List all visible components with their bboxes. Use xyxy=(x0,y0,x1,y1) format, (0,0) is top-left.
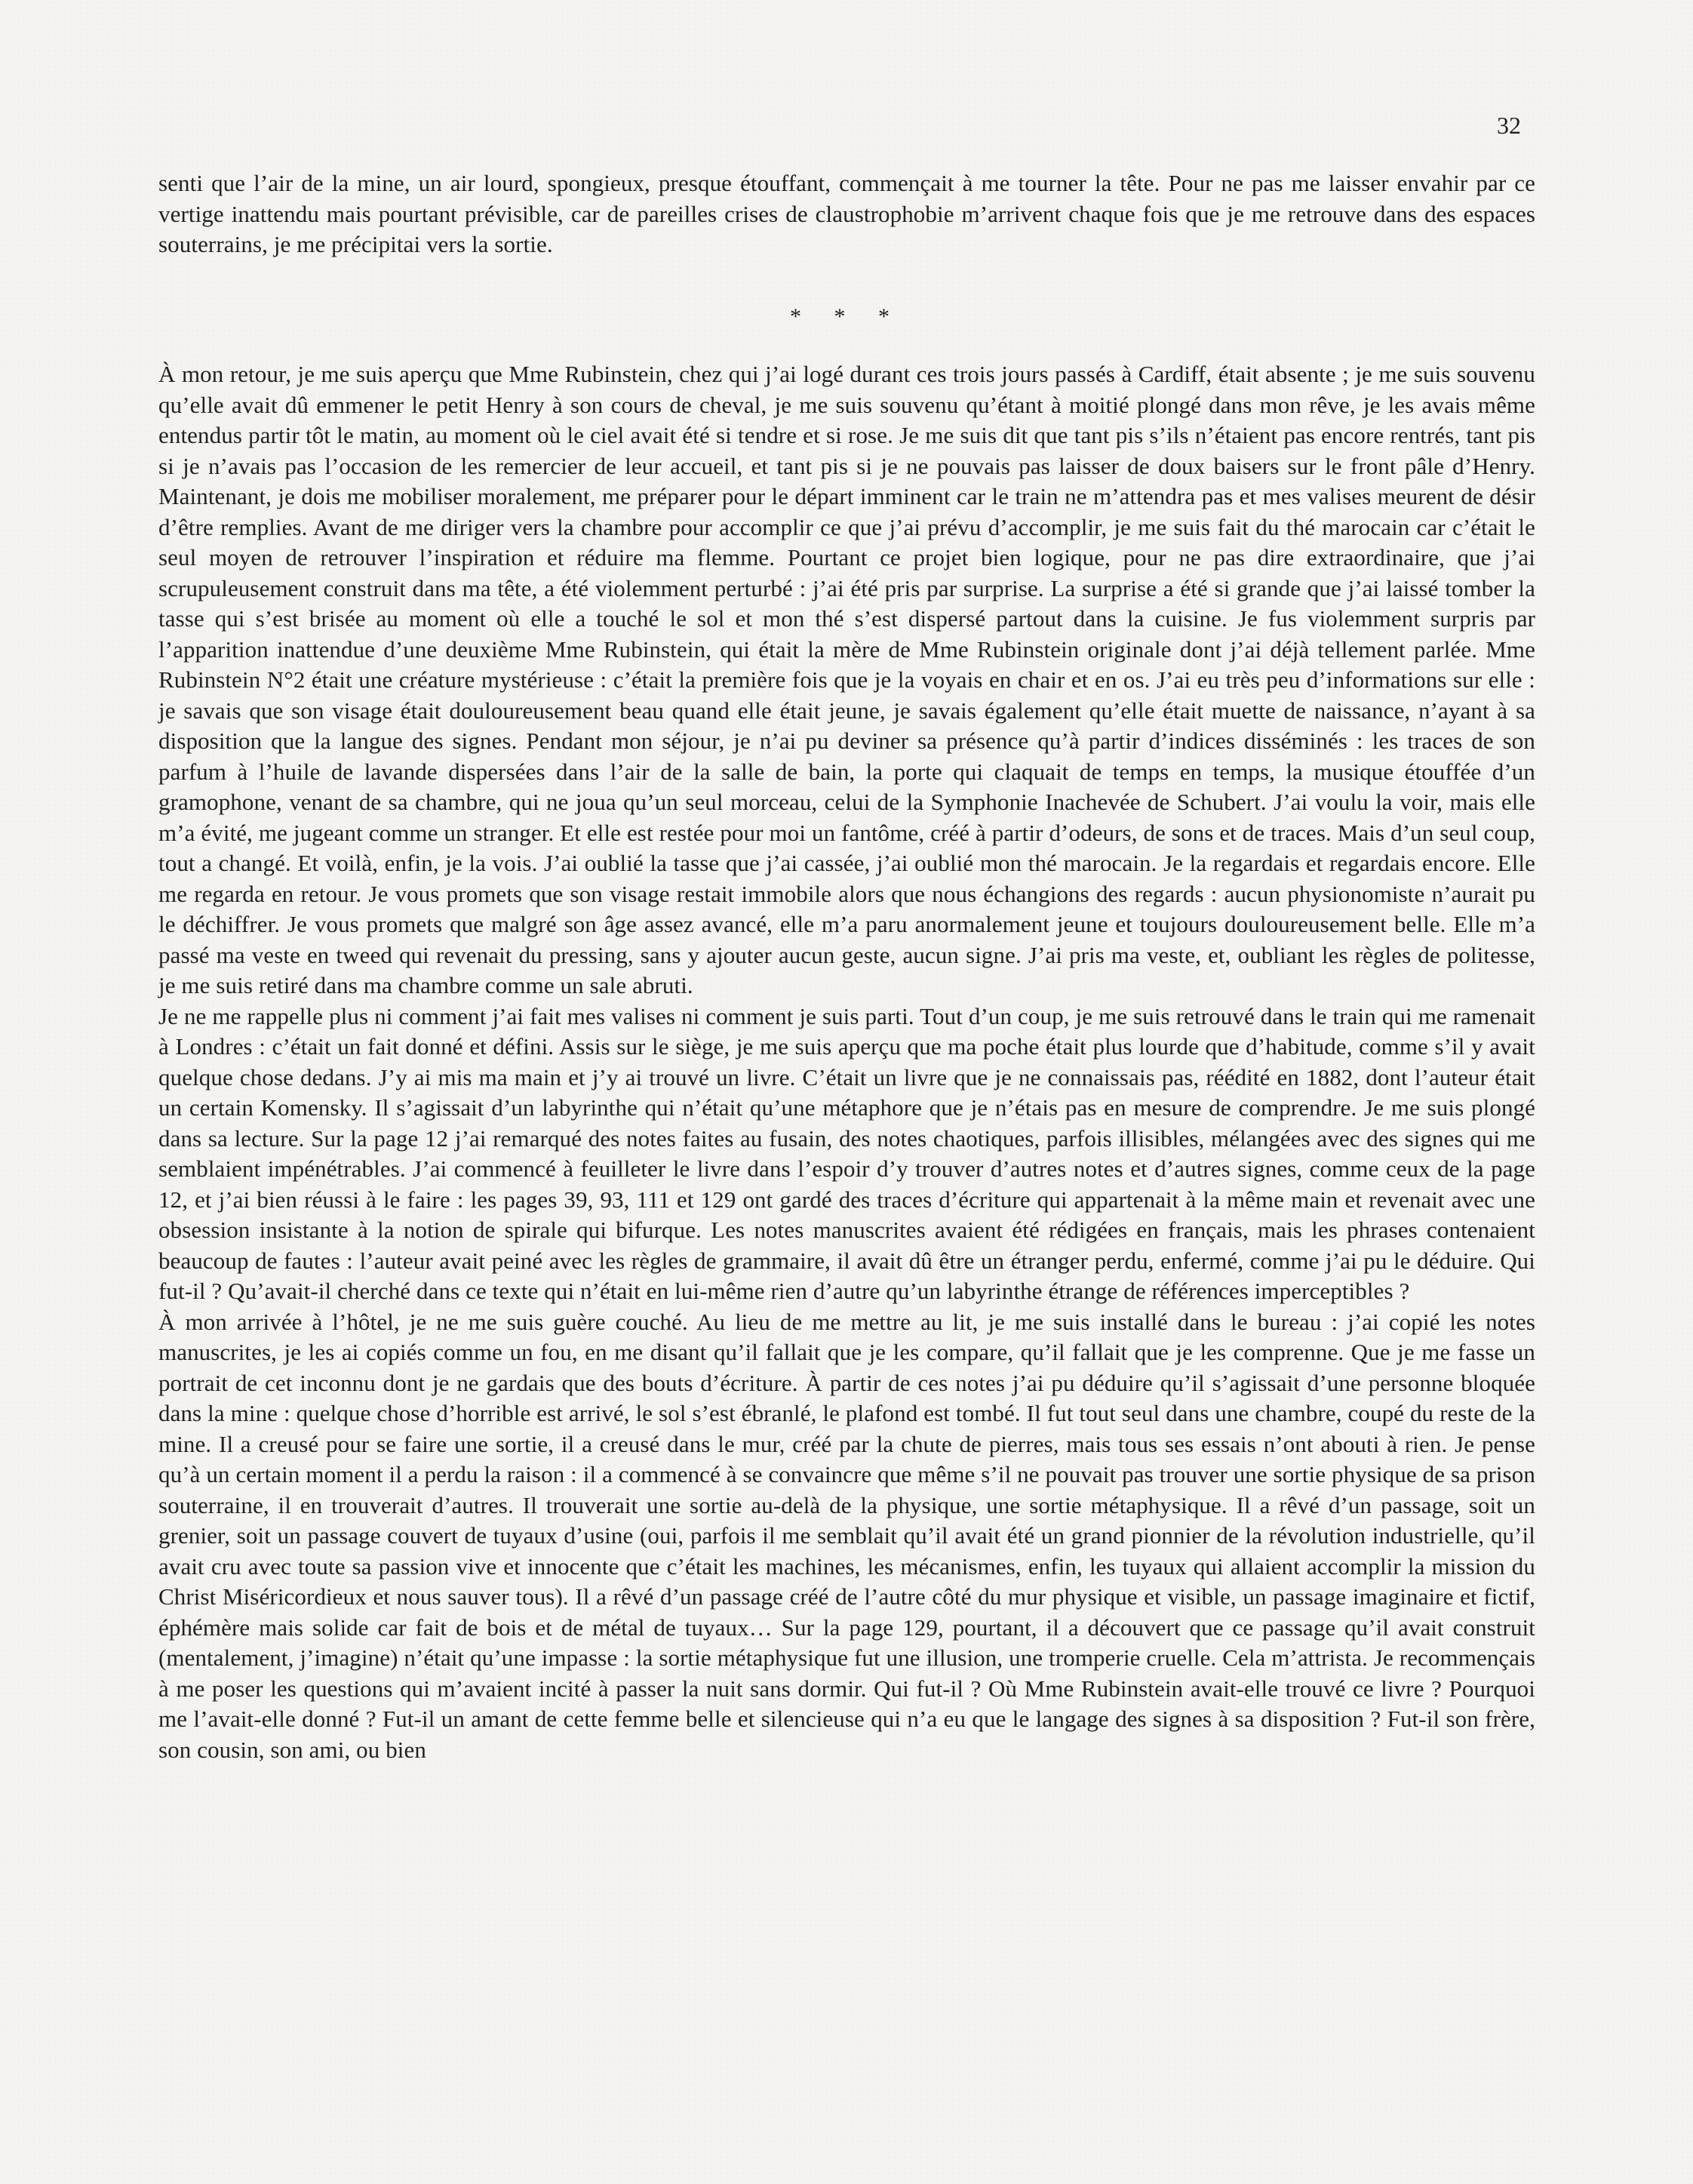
page-number: 32 xyxy=(1497,112,1521,139)
paragraph: Je ne me rappelle plus ni comment j’ai fait mes valises ni comment je suis parti. Tout d’un coup, je me suis retrouvé dans le train qui me ramenait à Londres : c’était un fait donné et défini. Assis sur le siège, je me suis aperçu que ma poche était plus lourde que d’habitude, comme s’il y avait quelque chose dedans. J’y ai mis ma main et j’y ai trouvé un livre. C’était un livre que je ne connaissais pas, réédité en 1882, dont l’auteur était un certain Komensky. Il s’agissait d’un labyrinthe qui n’était qu’une métaphore que je n’étais pas en mesure de comprendre. Je me suis plongé dans sa lecture. Sur la page 12 j’ai remarqué des notes faites au fusain, des notes chaotiques, parfois illisibles, mélangées avec des signes qui me semblaient impénétrables. J’ai commencé à feuilleter le livre dans l’espoir d’y trouver d’autres notes et d’autres signes, comme ceux de la page 12, et j’ai bien réussi à le faire : les pages 39, 93, 111 et 129 ont gardé des traces d’écriture qui appartenait à la même main et revenait avec une obsession insistante à la notion de spirale qui bifurque. Les notes manuscrites avaient été rédigées en français, mais les phrases contenaient beaucoup de fautes : l’auteur avait peiné avec les règles de grammaire, il avait dû être un étranger perdu, enfermé, comme j’ai pu le déduire. Qui fut-il ? Qu’avait-il cherché dans ce texte qui n’était en lui-même rien d’autre qu’un labyrinthe étrange de références imperceptibles ? xyxy=(158,1002,1535,1304)
paragraph: senti que l’air de la mine, un air lourd, spongieux, presque étouffant, commençait à me tourner la tête. Pour ne pas me laisser envahir par ce vertige inattendu mais pourtant prévisible, car de pareilles crises de claustrophobie m’arrivent chaque fois que je me retrouve dans des espaces souterrains, je me précipitai vers la sortie. xyxy=(158,170,1535,257)
intro-text-block xyxy=(158,168,1535,260)
paragraph: À mon arrivée à l’hôtel, je ne me suis guère couché. Au lieu de me mettre au lit, je me suis installé dans le bureau : j’ai copié les notes manuscrites, je les ai copiés comme un fou, en me disant qu’il fallait que je les compare, qu’il fallait que je les comprenne. Que je me fasse un portrait de cet inconnu dont je ne gardais que des bouts d’écriture. À partir de ces notes j’ai pu déduire qu’il s’agissait d’une personne bloquée dans la mine : quelque chose d’horrible est arrivé, le sol s’est ébranlé, le plafond est tombé. Il fut tout seul dans une chambre, coupé du reste de la mine. Il a creusé pour se faire une sortie, il a creusé dans le mur, créé par la chute de pierres, mais tous ses essais n’ont abouti à rien. Je pense qu’à un certain moment il a perdu la raison : il a commencé à se convaincre que même s’il ne pouvait pas trouver une sortie physique de sa prison souterraine, il en trouverait d’autres. Il trouverait une sortie au-delà de la physique, une sortie métaphysique. Il a rêvé d’un passage, soit un grenier, soit un passage couvert de tuyaux d’usine (oui, parfois il me semblait qu’il avait été un grand pionnier de la révolution industrielle, qu’il avait cru avec toute sa passion vive et innocente que c’était les machines, les mécanismes, enfin, les tuyaux qui allaient accomplir la mission du Christ Miséricordieux et nous sauver tous). Il a rêvé d’un passage créé de l’autre côté du mur physique et visible, un passage imaginaire et fictif, éphémère mais solide car fait de bois et de métal de tuyaux… Sur la page 129, pourtant, il a découvert que ce passage qu’il avait construit (mentalement, j’imagine) n’était qu’une impasse : la sortie métaphysique fut une illusion, une tromperie cruelle. Cela m’attrista. Je recommençais à me poser les questions qui m’avaient incité à passer la nuit sans dormir. Qui fut-il ? Où Mme Rubinstein avait-elle trouvé ce livre ? Pourquoi me l’avait-elle donné ? Fut-il un amant de cette femme belle et silencieuse qui n’a eu que le langage des signes à sa disposition ? Fut-il son frère, son cousin, son ami, ou bien xyxy=(158,1308,1535,1763)
section-separator: * * * xyxy=(790,304,903,329)
main-text-block xyxy=(158,359,1535,1765)
paragraph: À mon retour, je me suis aperçu que Mme Rubinstein, chez qui j’ai logé durant ces trois jours passés à Cardiff, était absente ; je me suis souvenu qu’elle avait dû emmener le petit Henry à son cours de cheval, je me suis souvenu qu’étant à moitié plongé dans mon rêve, je les avais même entendus partir tôt le matin, au moment où le ciel avait été si tendre et si rose. Je me suis dit que tant pis s’ils n’étaient pas encore rentrés, tant pis si je n’avais pas l’occasion de les remercier de leur accueil, et tant pis si je ne pouvais pas laisser de doux baisers sur le front pâle d’Henry. Maintenant, je dois me mobiliser moralement, me préparer pour le départ imminent car le train ne m’attendra pas et mes valises meurent de désir d’être remplies. Avant de me diriger vers la chambre pour accomplir ce que j’ai prévu d’accomplir, je me suis fait du thé marocain car c’était le seul moyen de retrouver l’inspiration et réduire ma flemme. Pourtant ce projet bien logique, pour ne pas dire extraordinaire, que j’ai scrupuleusement construit dans ma tête, a été violemment perturbé : j’ai été pris par surprise. La surprise a été si grande que j’ai laissé tomber la tasse qui s’est brisée au moment où elle a touché le sol et mon thé s’est dispersé partout dans la cuisine. Je fus violemment surpris par l’apparition inattendue d’une deuxième Mme Rubinstein, qui était la mère de Mme Rubinstein originale dont j’ai déjà tellement parlée. Mme Rubinstein N°2 était une créature mystérieuse : c’était la première fois que je la voyais en chair et en os. J’ai eu très peu d’informations sur elle : je savais que son visage était douloureusement beau quand elle était jeune, je savais également qu’elle était muette de naissance, n’ayant à sa disposition que la langue des signes. Pendant mon séjour, je n’ai pu deviner sa présence qu’à partir d’indices disséminés : les traces de son parfum à l’huile de lavande dispersées dans l’air de la salle de bain, la porte qui claquait de temps en temps, la musique étouffée d’un gramophone, venant de sa chambre, qui ne joua qu’un seul morceau, celui de la Symphonie Inachevée de Schubert. J’ai voulu la voir, mais elle m’a évité, me jugeant comme un stranger. Et elle est restée pour moi un fantôme, créé à partir d’odeurs, de sons et de traces. Mais d’un seul coup, tout a changé. Et voilà, enfin, je la vois. J’ai oublié la tasse que j’ai cassée, j’ai oublié mon thé marocain. Je la regardais et regardais encore. Elle me regarda en retour. Je vous promets que son visage restait immobile alors que nous échangions des regards : aucun physionomiste n’aurait pu le déchiffrer. Je vous promets que malgré son âge assez avancé, elle m’a paru anormalement jeune et toujours douloureusement belle. Elle m’a passé ma veste en tweed qui revenait du pressing, sans y ajouter aucun geste, aucun signe. J’ai pris ma veste, et, oubliant les règles de politesse, je me suis retiré dans ma chambre comme un sale abruti. xyxy=(158,361,1535,998)
